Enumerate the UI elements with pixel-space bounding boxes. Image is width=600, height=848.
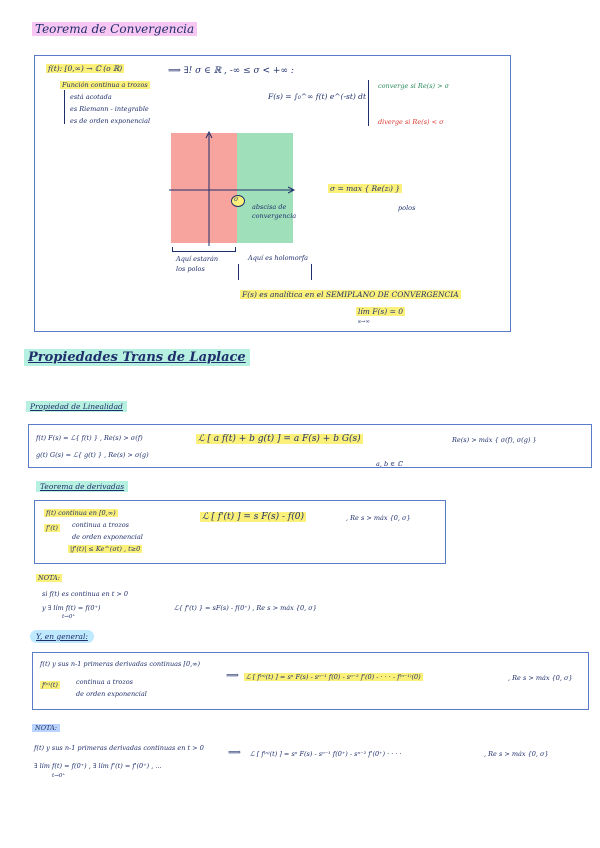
linearity-g: g(t) G(s) = ℒ{ g(t) } , Re(s) > σ(g) [36, 451, 149, 459]
note2-formula: ℒ [ f⁽ⁿ⁾(t) ] = sⁿ F(s) - sⁿ⁻¹ f(0⁺) - sⁿ⁻² f'(0⁺) · · · · [250, 750, 402, 758]
diverge-condition: diverge si Re(s) < σ [378, 118, 444, 126]
conditions-heading: Función continua a trozos [62, 81, 148, 89]
note1-line2: y ∃ lím f(t) = f(0⁺) [42, 604, 101, 612]
note2-title: NOTA: [32, 724, 60, 732]
analytic-statement: F(s) es analítica en el SEMIPLANO DE CONVERGENCIA [242, 290, 459, 299]
left-bracket [172, 247, 236, 252]
abscissa-label: abscisa de convergencia [252, 203, 297, 220]
linearity-box [28, 424, 592, 468]
derivatives-title: Teorema de derivadas [36, 482, 128, 491]
derivatives-exp: de orden exponencial [72, 533, 143, 541]
general-title: Y, en general: [30, 632, 94, 641]
f-definition: f(t): [0,∞) → ℂ (o ℝ) [48, 64, 123, 73]
derivatives-f: f(t) continua en [0,∞) [46, 509, 116, 517]
limit-subscript: s→∞ [358, 319, 371, 325]
sigma-point-label: σ [234, 195, 239, 203]
linearity-region: Re(s) > máx { σ(f), σ(g) } [452, 436, 537, 444]
condition-item: está acotada [70, 93, 112, 101]
derivatives-fprime-note: continua a trozos [72, 521, 129, 529]
note2-line1: f(t) y sus n-1 primeras derivadas continuas en t > 0 [34, 744, 204, 752]
section-title-convergencia: Teorema de Convergencia [32, 22, 197, 36]
linearity-f: f(t) F(s) = ℒ{ f(t) } , Re(s) > σ(f) [36, 434, 143, 442]
left-note: Aquí estarán los polos [176, 255, 219, 273]
implies-statement: ⟹ ∃! σ ∈ ℝ , -∞ ≤ σ < +∞ : [168, 66, 294, 76]
general-exp: de orden exponencial [76, 690, 147, 698]
note1-line1: si f(t) es continua en t > 0 [42, 590, 129, 598]
converge-condition: converge si Re(s) > σ [378, 82, 450, 90]
convergence-brace [368, 80, 373, 126]
general-region: , Re s > máx {0, σ} [508, 674, 573, 682]
general-formula: ℒ [ f⁽ⁿ⁾(t) ] = sⁿ F(s) - sⁿ⁻¹ f(0) - sⁿ⁻² f'(0) - · · · - f⁽ⁿ⁻¹⁾(0) [246, 673, 421, 681]
linearity-title: Propiedad de Linealidad [26, 402, 127, 411]
right-note: Aquí es holomorfa [248, 254, 308, 262]
complex-plane-axes [165, 128, 300, 248]
condition-item: es Riemann - integrable [70, 105, 149, 113]
note1-result: ℒ{ f'(t) } = sF(s) - f(0⁺) , Re s > máx {0, σ} [174, 604, 317, 612]
condition-item: es de orden exponencial [70, 117, 151, 125]
note1-subscript: t→0⁺ [62, 614, 76, 620]
general-line1: f(t) y sus n-1 primeras derivadas continuas [0,∞) [40, 660, 201, 668]
laplace-integral: F(s) = ∫₀^∞ f(t) e^(-st) dt [268, 92, 366, 101]
note1-title: NOTA: [38, 574, 60, 582]
limit-statement: lím F(s) = 0 [358, 307, 404, 316]
linearity-constants: a, b ∈ ℂ [376, 460, 403, 468]
note2-region: , Re s > máx {0, σ} [484, 750, 549, 758]
derivatives-region: , Re s > máx {0, σ} [346, 514, 411, 522]
right-bracket [238, 264, 312, 280]
section-title-propiedades: Propiedades Trans de Laplace [24, 350, 250, 365]
linearity-formula: ℒ [ a f(t) + b g(t) ] = a F(s) + b G(s) [198, 434, 361, 444]
derivatives-fprime: f'(t) [46, 524, 58, 532]
general-nth-derivative: f⁽ⁿ⁾(t) [42, 681, 58, 689]
note2-subscript: t→0⁺ [52, 773, 66, 779]
note2-line2: ∃ lím f(t) = f(0⁺) , ∃ lím f'(t) = f'(0⁺) , ... [34, 762, 162, 770]
general-implies: ⟹ [226, 671, 239, 681]
sigma-max-formula: σ = max { Re(zᵢ) } [330, 184, 401, 193]
note2-implies: ⟹ [228, 748, 241, 758]
derivatives-formula: ℒ [ f'(t) ] = s F(s) - f(0) [202, 512, 305, 522]
poles-label: polos [398, 204, 416, 212]
general-continuous: continua a trozos [76, 678, 133, 686]
derivatives-bound: |f'(t)| ≤ Ke^(σt) , t≥0 [70, 545, 141, 553]
conditions-brace [64, 90, 68, 124]
